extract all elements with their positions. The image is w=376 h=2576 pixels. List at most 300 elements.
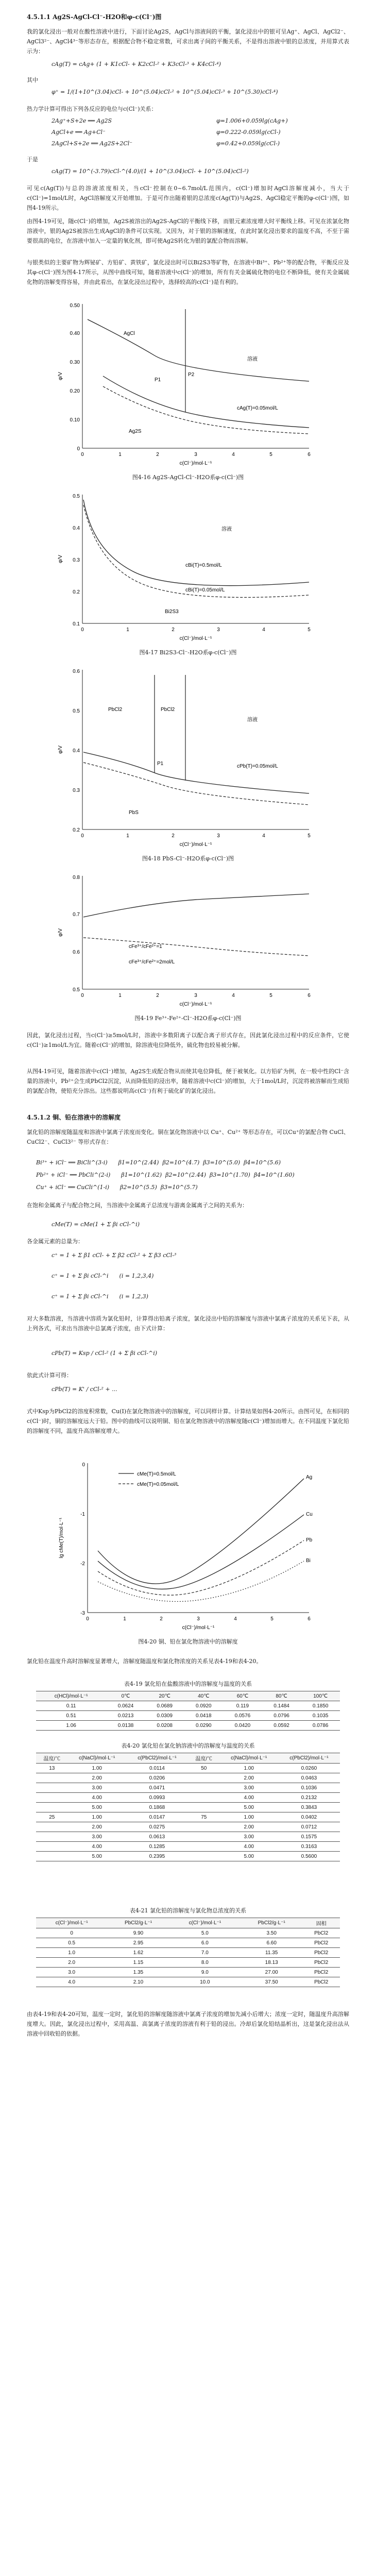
table-cell: 0.0576 — [223, 1711, 262, 1721]
table-cell: 0.0114 — [126, 1764, 188, 1773]
table-row — [36, 1812, 340, 1822]
fig1-xtick-1: 1 — [118, 452, 122, 457]
table-3-header: 固相 — [302, 1918, 340, 1928]
table-cell: 75 — [188, 1812, 220, 1822]
equation-8: Pb²⁺ + iCl⁻ ══ PbCli^(2-i) β1=10^(1.62) β2=10^(2.44) β3=10^(1.70) β4=10^(1.60) — [36, 1172, 295, 1178]
table-cell: 0.0208 — [145, 1721, 184, 1731]
table-cell: PbCl2 — [302, 1928, 340, 1938]
table-cell: 2.10 — [107, 1977, 169, 1987]
equation-13: c⁺ = 1 + Σ βi cCl-^i (i = 1,2,3) — [52, 1293, 148, 1300]
fig5-legend-1: cMe(T)=0.5mol/L — [137, 1471, 176, 1477]
table-row — [36, 1822, 340, 1832]
table-cell: 3.0 — [36, 1968, 107, 1977]
fig3-ytick-4: 0.6 — [73, 669, 80, 674]
table-2-header-row — [36, 1753, 340, 1764]
equation-4: AgCl+e ══ Ag+Cl⁻ — [52, 129, 106, 135]
fig5-curve-pb — [98, 1540, 304, 1595]
table-cell: 0.0206 — [126, 1773, 188, 1783]
table-cell — [36, 1793, 68, 1803]
table-1-header: c(HCl)/mol·L⁻¹ — [36, 1691, 106, 1701]
table-1-header: 40℃ — [184, 1691, 223, 1701]
paragraph-5: 与银类似的主要矿物为辉铋矿、方铅矿、黄铁矿，氯化浸出时可以Bi2S3等矿物，在溶液中Bi³⁺、Pb²⁺等的配合物，平衡反应及其φ-c(Cl⁻)图为图4-17所示，从图中曲线可知，随着溶液中c(Cl⁻)的增加，所有有关金属硫化物的电位不断降低，使有关金属硫化物的溶解变得容易，并由此看出，在氯化浸出过程中，选择较高的c(Cl⁻)是有利的。 — [27, 259, 349, 285]
fig5-label-ag: Ag — [306, 1475, 313, 1480]
table-cell: 0.2395 — [126, 1852, 188, 1861]
figure-4-caption: 图4-19 Fe³⁺-Fe²⁺-Cl⁻-H2O系φ-c(Cl⁻)图 — [134, 1015, 242, 1022]
fig3-region-pbs: PbS — [129, 810, 139, 816]
table-cell: 2.95 — [107, 1938, 169, 1948]
table-row — [36, 1721, 340, 1731]
where-1: 其中 — [27, 77, 38, 83]
fig1-annot-conc: cAg(T)=0.05mol/L — [237, 405, 278, 411]
fig4-annot-1: cFe³⁺/cFe²⁺=1 — [129, 944, 162, 950]
fig5-xtick-4: 4 — [234, 1616, 237, 1622]
table-cell — [188, 1773, 220, 1783]
fig5-xlabel: c(Cl⁻)/mol·L⁻¹ — [182, 1625, 215, 1631]
fig3-ytick-2: 0.4 — [73, 748, 80, 754]
fig1-annot-p2: P2 — [188, 372, 195, 378]
table-cell: 1.62 — [107, 1948, 169, 1958]
table-cell: 0.0993 — [126, 1793, 188, 1803]
equation-10: cMe(T) = cMe(1 + Σ βi cCl-^i) — [52, 1221, 140, 1228]
table-3-header: PbCl2/g·L⁻¹ — [107, 1918, 169, 1928]
table-3-header: PbCl2/g·L⁻¹ — [241, 1918, 302, 1928]
table-cell: 0.1035 — [301, 1711, 340, 1721]
fig5-curve-cu — [98, 1515, 304, 1589]
fig5-xtick-2: 2 — [160, 1616, 163, 1622]
table-2-header: 温度/℃ — [36, 1753, 68, 1764]
fig1-xtick-0: 0 — [81, 452, 84, 457]
fig1-ytick-1: 0.10 — [70, 417, 80, 423]
figure-2-caption: 图4-17 Bi2S3-Cl⁻-H2O系φ-c(Cl⁻)图 — [139, 649, 237, 656]
fig5-xtick-6: 6 — [307, 1616, 311, 1622]
fig5-ytick-0: -3 — [80, 1611, 85, 1616]
table-cell: 11.35 — [241, 1948, 302, 1958]
table-cell: 9.90 — [107, 1928, 169, 1938]
table-cell: 6.60 — [241, 1938, 302, 1948]
paragraph-6: 因此，氯化浸出过程，当c(Cl⁻)≥5mol/L时，溶液中多数阳离子以配合离子形式存在，因此氯化浸出过程中的反应条件，它使c(Cl⁻)≥1mol/L为宜。随着c(Cl⁻)的增加，除溶液电位降低外，硫化物也较易被分解。 — [27, 1032, 349, 1048]
table-cell — [188, 1793, 220, 1803]
table-row — [36, 1832, 340, 1842]
table-cell: 3.50 — [241, 1928, 302, 1938]
table-cell: 0.0796 — [262, 1711, 301, 1721]
equation-11: c⁺ = 1 + Σ β1 cCl- + Σ β2 cCl-² + Σ β3 cCl-³ — [52, 1252, 177, 1259]
fig3-xtick-0: 0 — [81, 833, 84, 839]
fig1-annot-p1: P1 — [155, 377, 161, 383]
fig2-region-solution: 溶液 — [221, 527, 232, 532]
fig2-ylabel: φ/V — [58, 555, 63, 563]
fig4-xlabel: c(Cl⁻)/mol·L⁻¹ — [179, 1002, 212, 1007]
table-cell — [36, 1783, 68, 1793]
table-row — [36, 1928, 340, 1938]
paragraph-14: 氯化铅在温度升高时溶解度显著增大，溶解度随温度和氯化物浓度的关系见表4-19和表4-20。 — [27, 1658, 262, 1665]
figure-1-caption: 图4-16 Ag2S-AgCl-Cl⁻-H2O系φ-c(Cl⁻)图 — [132, 474, 244, 481]
table-cell: 6.0 — [169, 1938, 241, 1948]
table-cell: 0.1850 — [301, 1701, 340, 1711]
equation-3-right: φ=1.006+0.059lg(cAg+) — [216, 117, 288, 124]
table-2-header: 温度/℃ — [188, 1753, 220, 1764]
table-cell: 4.00 — [220, 1842, 278, 1852]
table-cell: PbCl2 — [302, 1977, 340, 1987]
table-row — [36, 1968, 340, 1977]
table-cell: 0.0613 — [126, 1832, 188, 1842]
table-2-caption: 表4-20 氯化铅在氯化钠溶液中的溶解度与温度的关系 — [121, 1742, 255, 1749]
table-row — [36, 1958, 340, 1968]
table-2-header: c(NaCl)/mol·L⁻¹ — [68, 1753, 126, 1764]
table-cell: 0.5600 — [278, 1852, 340, 1861]
table-cell — [36, 1822, 68, 1832]
table-cell: 1.15 — [107, 1958, 169, 1968]
table-cell: 27.00 — [241, 1968, 302, 1977]
equation-15: cPb(T) = K' / cCl-² + ... — [52, 1386, 117, 1393]
table-row — [36, 1938, 340, 1948]
fig4-xtick-4: 4 — [232, 993, 235, 998]
fig2-xtick-2: 2 — [172, 627, 175, 633]
table-cell: 50 — [188, 1764, 220, 1773]
fig1-ytick-2: 0.20 — [70, 388, 80, 394]
table-cell: 10.0 — [169, 1977, 241, 1987]
table-cell: 0.3843 — [278, 1803, 340, 1812]
equation-12: c⁺ = 1 + Σ βi cCl-^i (i = 1,2,3,4) — [52, 1273, 154, 1279]
fig2-xlabel: c(Cl⁻)/mol·L⁻¹ — [179, 636, 212, 641]
fig1-ytick-3: 0.30 — [70, 360, 80, 365]
equation-6: cAg(T) = 10^(-3.79)cCl-^(4.0)/(1 + 10^(3.04)cCl- + 10^(5.04)cCl-²) — [52, 168, 249, 175]
figure-4-svg — [52, 871, 319, 1010]
table-1-header: 0℃ — [106, 1691, 145, 1701]
table-cell: 0.0463 — [278, 1773, 340, 1783]
table-cell: 18.13 — [241, 1958, 302, 1968]
table-cell — [188, 1842, 220, 1852]
fig3-ytick-3: 0.5 — [73, 708, 80, 714]
fig3-xtick-1: 1 — [126, 833, 129, 839]
fig4-curve-dashed — [83, 938, 309, 956]
fig4-xtick-1: 1 — [118, 993, 122, 998]
table-row — [36, 1701, 340, 1711]
table-2-header: c(NaCl)/mol·L⁻¹ — [220, 1753, 278, 1764]
fig2-xtick-5: 5 — [307, 627, 311, 633]
table-cell: 2.00 — [68, 1773, 126, 1783]
table-cell: 37.50 — [241, 1977, 302, 1987]
figure-1-svg — [52, 299, 319, 469]
table-cell: 7.0 — [169, 1948, 241, 1958]
table-cell: 0.1285 — [126, 1842, 188, 1852]
figure-5-svg — [52, 1458, 319, 1633]
table-row — [36, 1852, 340, 1861]
table-cell: 0.0592 — [262, 1721, 301, 1731]
table-cell: 1.00 — [68, 1812, 126, 1822]
fig2-ytick-4: 0.5 — [73, 494, 80, 499]
table-cell: 2.00 — [220, 1773, 278, 1783]
table-cell — [188, 1783, 220, 1793]
table-cell: 0.0290 — [184, 1721, 223, 1731]
table-cell: 0.0402 — [278, 1812, 340, 1822]
table-cell: 0.11 — [36, 1701, 106, 1711]
paragraph-13: 式中Ksp为PbCl2的溶度积常数，Cu(Ⅰ)在氯化物溶液中的溶解度，可以同样计算。计算结果如图4-20所示。由图可见，在相同的c(Cl⁻)时，铜的溶解度远大于铅。图中的曲线可以说明铜、铅在氯化物溶液中的溶解度随c(Cl⁻)增加而增大。在不同温度下氯化铅的溶解度不同，温度升高溶解度增大。 — [27, 1408, 349, 1434]
fig3-xtick-3: 3 — [217, 833, 220, 839]
fig5-xtick-1: 1 — [123, 1616, 126, 1622]
table-cell: 0.2132 — [278, 1793, 340, 1803]
fig3-annot-p1: P1 — [157, 761, 164, 767]
table-cell: 1.35 — [107, 1968, 169, 1977]
figure-4 — [52, 871, 319, 1010]
section-2-title: 4.5.1.2 铜、铅在溶液中的溶解度 — [27, 1114, 121, 1121]
fig5-ytick-3: 0 — [82, 1462, 85, 1468]
equation-9: Cu⁺ + iCl⁻ ══ CuCli^(1-i) β2=10^(5.5) β3=10^(5.7) — [36, 1184, 198, 1191]
figure-5 — [52, 1458, 319, 1633]
table-cell: 1.0 — [36, 1948, 107, 1958]
paragraph-2: 热力学计算可得出下列各反应的电位与c(Cl⁻)关系： — [27, 106, 157, 112]
fig5-ylabel: lg cMe(T)/mol·L⁻¹ — [59, 1517, 64, 1558]
table-cell: 2.00 — [68, 1822, 126, 1832]
table-cell: 4.00 — [68, 1793, 126, 1803]
equation-5-right: φ=0.42+0.059lg(cCl-) — [216, 140, 280, 147]
table-1-header: 20℃ — [145, 1691, 184, 1701]
fig4-ytick-3: 0.8 — [73, 875, 80, 880]
figure-3-caption: 图4-18 PbS-Cl⁻-H2O系φ-c(Cl⁻)图 — [142, 855, 234, 862]
fig2-annot-2: cBi(T)=0.05mol/L — [185, 587, 225, 593]
fig4-xtick-5: 5 — [269, 993, 272, 998]
table-cell: 5.0 — [169, 1928, 241, 1938]
figure-1 — [52, 299, 319, 469]
equation-3: 2Ag⁺+S+2e ══ Ag2S — [52, 117, 112, 124]
fig3-region-pbcl2-a: PbCl2 — [108, 707, 123, 713]
table-cell — [188, 1803, 220, 1812]
figure-3 — [52, 665, 319, 850]
paragraph-3: 可见c(Ag(T))与总的溶液浓度相关，当cCl⁻控制在0~6.7mol/L范围内，c(Cl⁻)增加时AgCl溶解度减小，当大于c(Cl⁻)=1mol/L时，AgCl溶解度又开始增加。于是可作出随着银的总浓度c(Ag(T))与Ag2S、AgCl稳定平衡的φ-c(Cl⁻)图，如图4-19所示。 — [27, 185, 349, 211]
fig1-xtick-3: 3 — [194, 452, 197, 457]
table-cell — [36, 1852, 68, 1861]
fig2-curve-dashed — [83, 505, 309, 598]
table-3-header: c(Cl⁻)/mol·L⁻¹ — [36, 1918, 107, 1928]
fig3-region-solution: 溶液 — [247, 717, 258, 723]
table-3-header: c(Cl⁻)/mol·L⁻¹ — [169, 1918, 241, 1928]
table-row — [36, 1793, 340, 1803]
paragraph-12: 依此式计算可得： — [27, 1372, 72, 1379]
fig4-ylabel: φ/V — [58, 928, 63, 937]
fig3-xtick-4: 4 — [262, 833, 265, 839]
table-cell: 13 — [36, 1764, 68, 1773]
table-2-body — [36, 1764, 340, 1861]
table-cell: 0.0712 — [278, 1822, 340, 1832]
fig2-ytick-3: 0.4 — [73, 526, 80, 531]
fig3-xtick-2: 2 — [172, 833, 175, 839]
paragraph-11: 对大多数溶液，当溶液中溶质为氯化铅时，计算得出铅离子浓度，氯化浸出中铅的溶解度与溶液中氯离子浓度的关系见下表，从上列各式，可求出当溶液中总氯离子浓度，由下式计算： — [27, 1315, 349, 1332]
fig3-ytick-0: 0.2 — [73, 827, 80, 833]
fig3-xtick-5: 5 — [307, 833, 311, 839]
table-row — [36, 1711, 340, 1721]
fig4-ytick-1: 0.6 — [73, 950, 80, 955]
paragraph-1: 我的氯化浸出一般对在酸性溶液中进行，下面讨论Ag2S，AgCl与溶液间的平衡，氯化浸出中的银可呈Ag⁺、AgCl、AgCl2⁻、AgCl3²⁻、AgCl4³⁻等形态存在，根据配合物不稳定常数，可求出离子间的平衡关系，不是得出溶液中银的总浓度，并用算式表示为： — [27, 28, 349, 55]
table-cell: 0.3163 — [278, 1842, 340, 1852]
fig3-annot-conc: cPb(T)=0.05mol/L — [237, 764, 278, 769]
fig4-xtick-3: 3 — [194, 993, 197, 998]
table-cell: 1.00 — [220, 1764, 278, 1773]
table-cell: 5.00 — [220, 1803, 278, 1812]
paragraph-4: 由图4-19可见，随c(Cl⁻)的增加，Ag2S被溶出的Ag2S-AgCl的平衡线下移，而银元素浓度增大时平衡线上移。可见在浓氯化物溶液中，银的Ag2S被溶出生成AgCl的条件可以实现。又因为，对于银的溶解速度，在此时氯化浸出要求的温度不高，不至于需要很高的电位，在溶液中加入一定量的氧化剂，即可使Ag2S转化为银的氯配合物而溶解。 — [27, 218, 349, 244]
table-cell: 0.0213 — [106, 1711, 145, 1721]
equation-4-right: φ=0.222-0.059lg(cCl-) — [216, 129, 281, 135]
fig4-annot-2: cFe³⁺/cFe²⁺=2mol/L — [129, 959, 175, 965]
fig2-curve-upper — [83, 500, 309, 586]
table-cell: 0.0260 — [278, 1764, 340, 1773]
table-cell: PbCl2 — [302, 1938, 340, 1948]
table-cell: PbCl2 — [302, 1948, 340, 1958]
fig2-xtick-3: 3 — [217, 627, 220, 633]
table-row — [36, 1773, 340, 1783]
figure-2-svg — [52, 489, 319, 644]
fig2-ytick-0: 0.1 — [73, 621, 80, 627]
fig5-label-pb: Pb — [306, 1537, 313, 1543]
table-cell: 1.00 — [220, 1812, 278, 1822]
fig1-xtick-2: 2 — [156, 452, 159, 457]
fig1-region-ag2s: Ag2S — [129, 429, 142, 434]
table-cell: 0.0275 — [126, 1822, 188, 1832]
table-cell: 0.0418 — [184, 1711, 223, 1721]
fig1-ylabel: φ/V — [58, 372, 63, 380]
table-3 — [36, 1918, 340, 1987]
table-row — [36, 1842, 340, 1852]
paragraph-7: 从图4-19可见，随着溶液中c(Cl⁻)增加，Ag2S生成配合物从而使其电位降低，便于被氧化。以方铅矿为例，在一般中性的Cl⁻含量的溶液中，Pb²⁺会生成PbCl2沉淀，从而降低铅的浸出率，随着溶液中c(Cl⁻)的增加，大于1mol/L时，沉淀将被溶解而生成铅的氯配合物，使铅充分溶出。这些都说明高c(Cl⁻)有利于硫化矿的氯化浸出。 — [27, 1068, 349, 1094]
paragraph-8: 氯化铅的溶解度随温度和溶液中氯离子浓度而变化。铜在氯化物溶液中以 Cu⁺、Cu²⁺ 等形态存在，可以Cu⁺的氯配合物 CuCl、CuCl2⁻、CuCl3²⁻ 等形式存在： — [27, 1129, 349, 1145]
fig2-region-bi2s3: Bi2S3 — [165, 609, 179, 615]
fig5-xtick-5: 5 — [270, 1616, 274, 1622]
table-cell: 25 — [36, 1812, 68, 1822]
table-cell: 0.0309 — [145, 1711, 184, 1721]
table-cell: 0.1036 — [278, 1783, 340, 1793]
table-row — [36, 1948, 340, 1958]
table-cell: 0.0786 — [301, 1721, 340, 1731]
fig1-xtick-4: 4 — [232, 452, 235, 457]
fig5-curve-ag — [98, 1479, 304, 1584]
fig1-ytick-0: 0 — [77, 446, 80, 452]
fig4-xtick-0: 0 — [81, 993, 84, 998]
fig5-label-bi: Bi — [306, 1558, 311, 1564]
section-title: 4.5.1.1 Ag2S-AgCl-Cl⁻-H2O和φ-c(Cl⁻)图 — [27, 13, 162, 21]
table-cell: 5.00 — [68, 1852, 126, 1861]
table-cell: 4.0 — [36, 1977, 107, 1987]
table-cell: 3.00 — [68, 1832, 126, 1842]
table-cell: 9.0 — [169, 1968, 241, 1977]
fig3-curve-upper — [83, 752, 309, 793]
fig1-region-agcl: AgCl — [124, 331, 135, 336]
fig4-xtick-6: 6 — [307, 993, 311, 998]
table-1-header: 60℃ — [223, 1691, 262, 1701]
paragraph-10: 各金属元素的总量为： — [27, 1238, 83, 1245]
fig5-label-cu: Cu — [306, 1512, 313, 1517]
fig5-ytick-1: -2 — [80, 1561, 85, 1567]
table-cell — [36, 1773, 68, 1783]
table-cell: 4.00 — [68, 1842, 126, 1852]
table-2 — [36, 1753, 340, 1861]
table-cell: 0.0624 — [106, 1701, 145, 1711]
fig2-xtick-0: 0 — [81, 627, 84, 633]
fig5-xtick-3: 3 — [197, 1616, 200, 1622]
table-3-header-row — [36, 1918, 340, 1928]
fig3-region-pbcl2-b: PbCl2 — [161, 707, 175, 713]
table-cell: 4.00 — [220, 1793, 278, 1803]
fig2-xtick-1: 1 — [126, 627, 129, 633]
table-cell: 2.00 — [220, 1822, 278, 1832]
table-cell: 5.00 — [68, 1803, 126, 1812]
table-cell — [36, 1832, 68, 1842]
table-cell: 0 — [36, 1928, 107, 1938]
table-row — [36, 1803, 340, 1812]
table-cell: PbCl2 — [302, 1958, 340, 1968]
table-2-header: c(PbCl2)/mol·L⁻¹ — [126, 1753, 188, 1764]
table-cell — [188, 1832, 220, 1842]
table-row — [36, 1764, 340, 1773]
equation-7: Bi³⁺ + iCl⁻ ══ BiCli^(3-i) β1=10^(2.44) β2=10^(4.7) β3=10^(5.0) β4=10^(5.6) — [36, 1159, 281, 1166]
table-3-caption: 表4-21 氯化铅的溶解度与氯化物总浓度的关系 — [129, 1907, 247, 1914]
table-3-body — [36, 1928, 340, 1987]
table-cell: 0.119 — [223, 1701, 262, 1711]
fig3-ylabel: φ/V — [58, 745, 63, 754]
fig4-curve-upper — [83, 894, 309, 917]
table-cell: 0.1484 — [262, 1701, 301, 1711]
equation-14: cPb(T) = Ksp / cCl-² (1 + Σ βi cCl-^i) — [52, 1350, 158, 1357]
table-cell: 8.0 — [169, 1958, 241, 1968]
equation-2: φ⁺ = 1/(1+10^(3.04)cCl- + 10^(5.04)cCl-² + 10^(5.04)cCl-³ + 10^(5.30)cCl-⁴) — [52, 89, 278, 95]
paragraph-9: 在饱和金属离子与配合物之间，当溶液中金属离子总浓度与游离金属离子之间的关系为： — [27, 1202, 248, 1209]
table-cell — [188, 1822, 220, 1832]
table-1-header-row — [36, 1691, 340, 1701]
table-cell: 3.00 — [220, 1832, 278, 1842]
table-cell: 0.0689 — [145, 1701, 184, 1711]
table-cell: 1.00 — [68, 1764, 126, 1773]
fig1-curve-upper — [88, 319, 309, 381]
fig5-legend-2: cMe(T)=0.05mol/L — [137, 1482, 179, 1487]
table-cell: 3.00 — [220, 1783, 278, 1793]
table-cell: 0.51 — [36, 1711, 106, 1721]
table-1-header: 80℃ — [262, 1691, 301, 1701]
table-cell — [36, 1803, 68, 1812]
fig1-ytick-5: 0.50 — [70, 303, 80, 309]
table-row — [36, 1977, 340, 1987]
fig5-ytick-2: -1 — [80, 1512, 85, 1517]
equation-5: 2AgCl+S+2e ══ Ag2S+2Cl⁻ — [52, 140, 133, 147]
table-cell: 0.0420 — [223, 1721, 262, 1731]
table-cell: 0.1575 — [278, 1832, 340, 1842]
fig1-region-solution: 溶液 — [247, 357, 258, 362]
fig1-xtick-6: 6 — [307, 452, 311, 457]
fig1-ytick-4: 0.40 — [70, 331, 80, 336]
table-1 — [36, 1691, 340, 1731]
table-cell: 2.0 — [36, 1958, 107, 1968]
table-cell: 1.06 — [36, 1721, 106, 1731]
table-cell: 0.1868 — [126, 1803, 188, 1812]
fig5-xtick-0: 0 — [86, 1616, 89, 1622]
table-1-caption: 表4-19 氯化铅在盐酸溶液中的溶解度与温度的关系 — [124, 1681, 252, 1687]
fig2-ytick-2: 0.3 — [73, 557, 80, 563]
table-cell: PbCl2 — [302, 1968, 340, 1977]
fig4-xtick-2: 2 — [156, 993, 159, 998]
figure-5-caption: 图4-20 铜、铅在氯化物溶液中的溶解度 — [138, 1638, 238, 1645]
fig1-xtick-5: 5 — [269, 452, 272, 457]
fig3-xlabel: c(Cl⁻)/mol·L⁻¹ — [179, 842, 212, 848]
fig4-ytick-2: 0.7 — [73, 912, 80, 918]
fig3-ytick-1: 0.3 — [73, 788, 80, 793]
table-cell: 0.0147 — [126, 1812, 188, 1822]
table-2-header: c(PbCl2)/mol·L⁻¹ — [278, 1753, 340, 1764]
table-cell — [188, 1852, 220, 1861]
where-2: 于是 — [27, 156, 38, 163]
figure-3-svg — [52, 665, 319, 850]
fig2-annot-1: cBi(T)=0.5mol/L — [185, 563, 222, 568]
figure-2 — [52, 489, 319, 644]
fig2-xtick-4: 4 — [262, 627, 265, 633]
fig2-ytick-1: 0.2 — [73, 589, 80, 595]
table-cell: 0.0920 — [184, 1701, 223, 1711]
fig1-xlabel: c(Cl⁻)/mol·L⁻¹ — [179, 461, 212, 466]
